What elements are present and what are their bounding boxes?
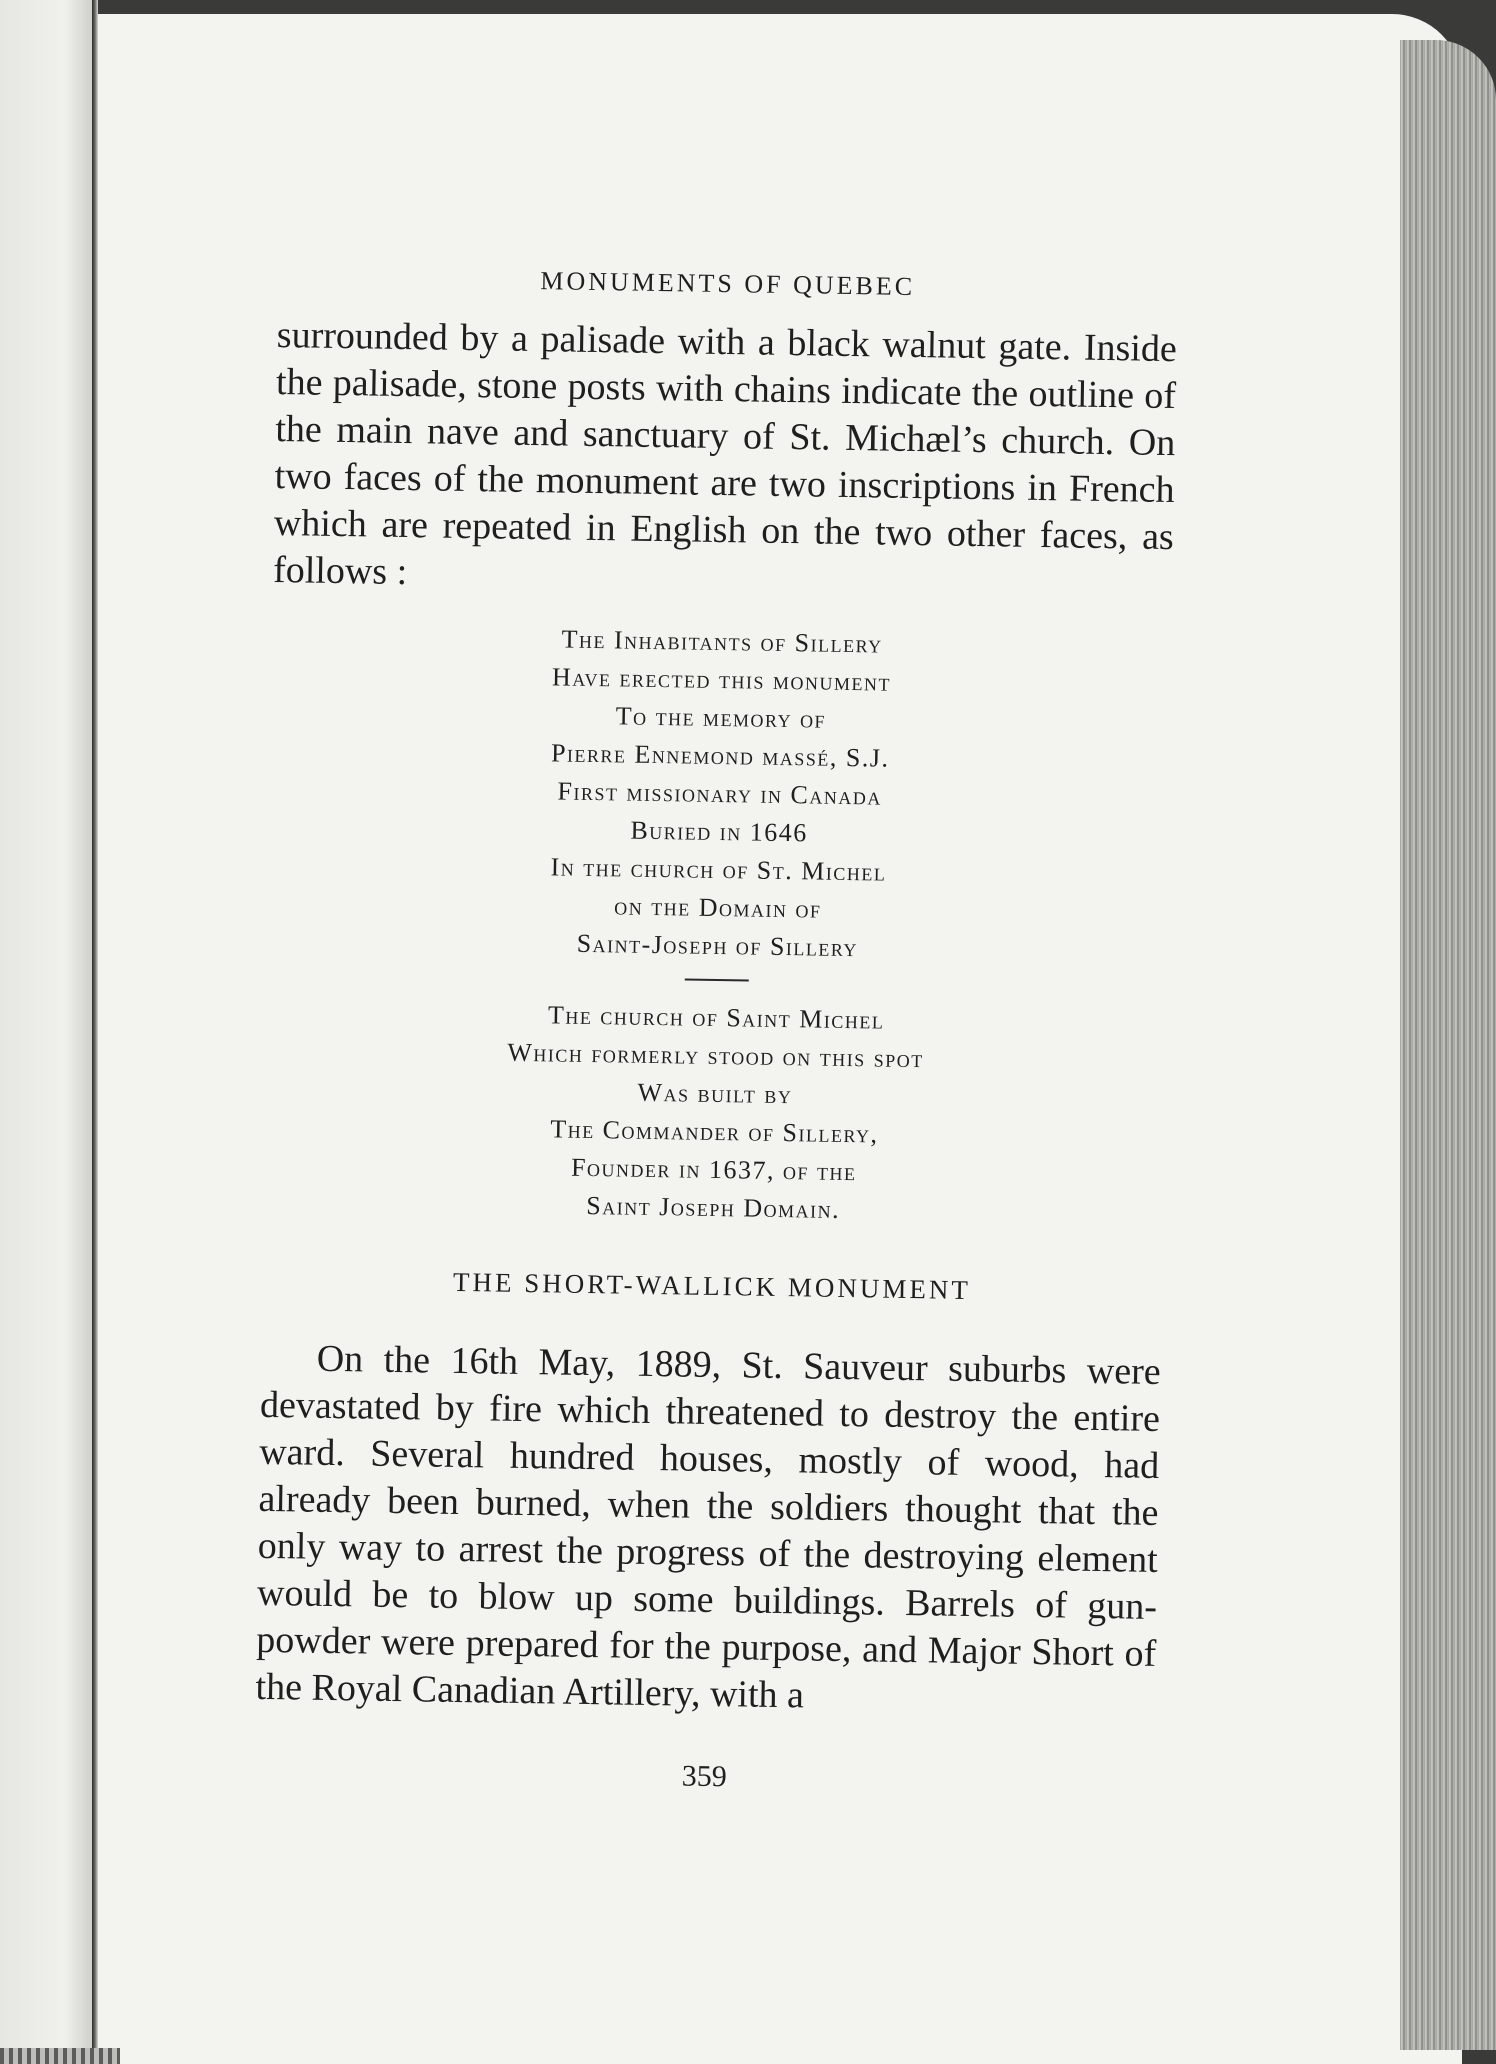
running-head: MONUMENTS OF QUEBEC xyxy=(540,266,916,302)
facing-page-edge xyxy=(0,0,92,2064)
inscription-line: The church of Saint Michel xyxy=(547,1000,885,1035)
page-number: 359 xyxy=(681,1759,728,1794)
inscription-line: Pierre Ennemond massé, S.J. xyxy=(550,738,890,773)
inscription-line: First missionary in Canada xyxy=(557,776,883,811)
inscription-line: Which formerly stood on this spot xyxy=(507,1037,925,1074)
page-block-edges xyxy=(1400,40,1496,2050)
inscription-line: Was built by xyxy=(637,1077,793,1110)
inscription-line: Have erected this monument xyxy=(551,662,892,697)
page-text xyxy=(254,262,1178,1801)
inscription-french-english-one xyxy=(267,616,1172,972)
inscription-line: The Commander of Sillery, xyxy=(550,1114,879,1149)
body-paragraph: On the 16th May, 1889, St. Sauveur suburbs were devastated by fire which threatened to destroy the entire ward. Several hundred houses, mostly of wood, had already been burned, when the soldiers thought that the only way to arrest the progress of the destroying element would be to blow up some buildings. Barrels of gun-powder were prepared for the purpose, and Major Short of the Royal Canadian Artillery, with a xyxy=(255,1337,1162,1717)
inscription-line: Saint-Joseph of Sillery xyxy=(576,928,859,963)
section-heading: THE SHORT-WALLICK MONUMENT xyxy=(452,1266,972,1306)
facing-page-bottom xyxy=(0,2048,120,2064)
binding-gutter xyxy=(92,0,98,2064)
inscription-line: The Inhabitants of Sillery xyxy=(561,624,883,659)
inscription-line: Buried in 1646 xyxy=(630,815,808,848)
inscription-line: Founder in 1637, of the xyxy=(570,1152,857,1187)
inscription-line: In the church of St. Michel xyxy=(550,852,887,887)
inscription-line: on the Domain of xyxy=(614,891,822,924)
divider-rule xyxy=(685,978,749,981)
inscription-line: Saint Joseph Domain. xyxy=(586,1190,841,1224)
inscription-line: To the memory of xyxy=(615,701,827,734)
intro-paragraph: surrounded by a palisade with a black walnut gate. Inside the palisade, stone posts with chains indicate the outline of the main nave and sanctuary of St. Michæl’s church. On two faces of the monument are two inscriptions in French which are repeated in English on the two other faces, as follows : xyxy=(272,313,1178,594)
inscription-two xyxy=(263,992,1166,1234)
